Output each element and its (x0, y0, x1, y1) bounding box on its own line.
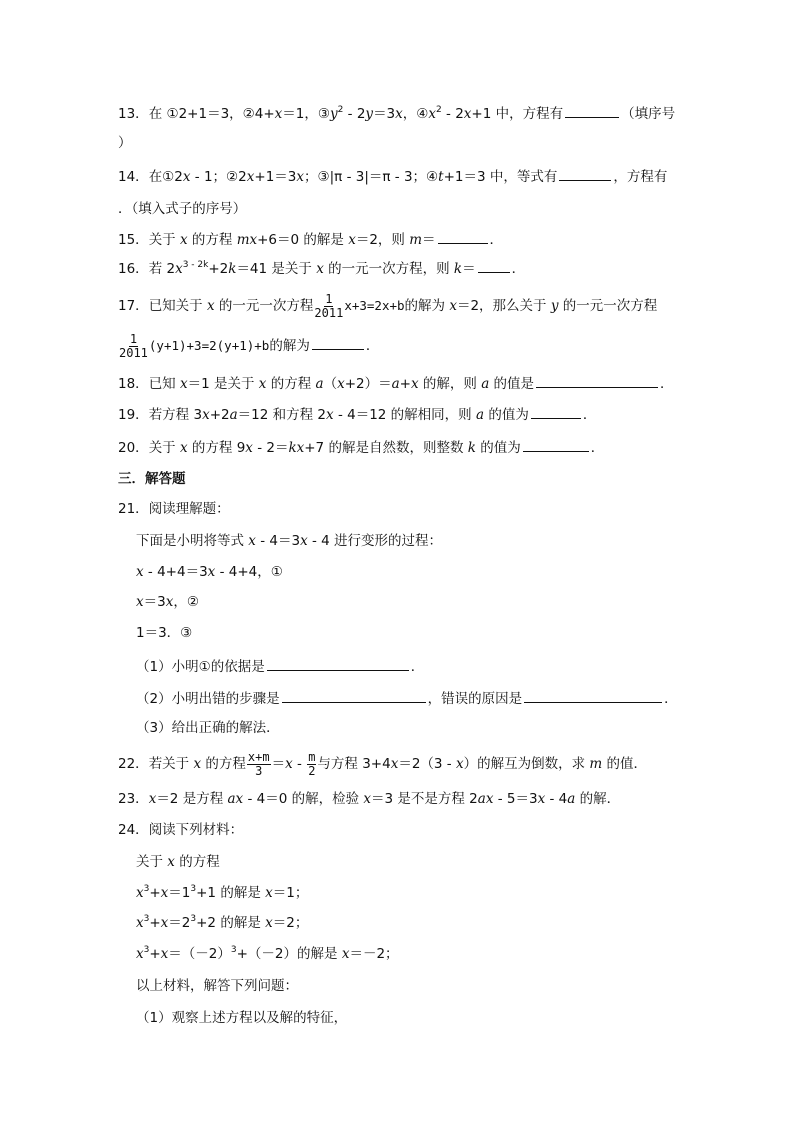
question-19: 19．若方程 3x+2a＝12 和方程 2x - 4＝12 的解相同，则 a 的值为 ． (118, 404, 596, 425)
question-16: 16．若 $2x^{3 - 2k}+2k=41$ 是关于 x 的一元一次方程，则 k＝ ． (118, 260, 526, 277)
question-20: 20．关于 x 的方程 9x - 2＝kx+7 的解是自然数，则整数 k 的值为 ． (118, 437, 604, 458)
answer-blank-20[interactable] (523, 437, 589, 452)
q24-line-6: （1）观察上述方程以及解的特征， (136, 1010, 348, 1026)
question-23: 23．x＝2 是方程 ax - 4＝0 的解，检验 x＝3 是不是方程 2ax - 5＝3x - 4a 的解． (118, 791, 621, 807)
answer-blank-13[interactable] (565, 103, 619, 118)
answer-blank-18[interactable] (536, 373, 658, 388)
q24-line-2: $x^3+x=1^3+1$ 的解是 x＝1； (136, 884, 309, 901)
answer-blank-19[interactable] (531, 404, 581, 419)
answer-blank-17[interactable] (312, 335, 364, 350)
fraction-x-plus-m-over-3: $\frac{x+m}{3}$ (247, 749, 270, 778)
q21-intro: 下面是小明将等式 x - 4＝3x - 4 进行变形的过程： (136, 533, 443, 549)
question-17-cont: $\frac{1}{2011}$ (y+1)+3=2(y+1)+b的解为 ． (119, 331, 380, 360)
answer-blank-21-2b[interactable] (524, 688, 662, 703)
q24-line-3: $x^3+x=2^3+2$ 的解是 x＝2； (136, 914, 309, 931)
q24-line-5: 以上材料，解答下列问题： (136, 978, 298, 994)
answer-blank-21-2a[interactable] (282, 688, 426, 703)
answer-blank-15[interactable] (438, 229, 488, 244)
fraction-1-over-2011: $\frac{1}{2011}$ (314, 291, 344, 320)
answer-blank-21-1[interactable] (267, 656, 409, 671)
q21-step-1: x - 4+4＝3x - 4+4，① (136, 564, 283, 580)
answer-blank-16[interactable] (478, 258, 510, 273)
question-24: 24．阅读下列材料： (118, 822, 244, 838)
q21-part-3: （3）给出正确的解法． (136, 720, 280, 736)
question-21: 21．阅读理解题： (118, 501, 230, 517)
question-22: 22．若关于 x 的方程 $\frac{x+m}{3}$ ＝x - $\frac{m}{2}$ 与方程 3+4x＝2（3 - x）的解互为倒数，求 m 的值． (118, 749, 647, 778)
fraction-1-over-2011: $\frac{1}{2011}$ (119, 331, 148, 360)
q24-line-1: 关于 x 的方程 (136, 854, 220, 870)
question-14: 14．在①2x - 1；②2x+1＝3x；③|π - 3|＝π - 3；④t+1＝3 中，等式有 ，方程有 (118, 166, 667, 187)
question-14-cont: ．（填入式子的序号） (118, 201, 247, 217)
question-13: 13．在 ①2+1＝3，②4+x＝1，$③y^2 - 2y=3x$，$④x^2 - 2x+1$ 中，方程有 （填序号 (118, 105, 676, 122)
q24-line-4: $x^3+x=(-2)^3+(-2)$的解是 x＝－2； (136, 945, 399, 962)
question-17: 17．已知关于 x 的一元一次方程 $\frac{1}{2011}$ x+3=2x+b的解为 x＝2，那么关于 y 的一元一次方程 (118, 291, 658, 320)
q21-part-2: （2）小明出错的步骤是 ，错误的原因是 ． (136, 688, 678, 709)
section-heading: 三．解答题 (118, 471, 186, 487)
q21-step-2: x＝3x，② (136, 594, 199, 610)
fraction-m-over-2: $\frac{m}{2}$ (308, 749, 316, 778)
question-18: 18．已知 x＝1 是关于 x 的方程 a（x+2）＝a+x 的解，则 a 的值是 ． (118, 373, 674, 394)
q21-part-1: （1）小明①的依据是 ． (136, 656, 424, 677)
question-13-cont: ） (118, 135, 132, 151)
answer-blank-14a[interactable] (559, 166, 611, 181)
q21-step-3: 1＝3．③ (136, 625, 193, 641)
question-15: 15．关于 x 的方程 mx+6＝0 的解是 x＝2，则 m＝ ． (118, 229, 503, 250)
